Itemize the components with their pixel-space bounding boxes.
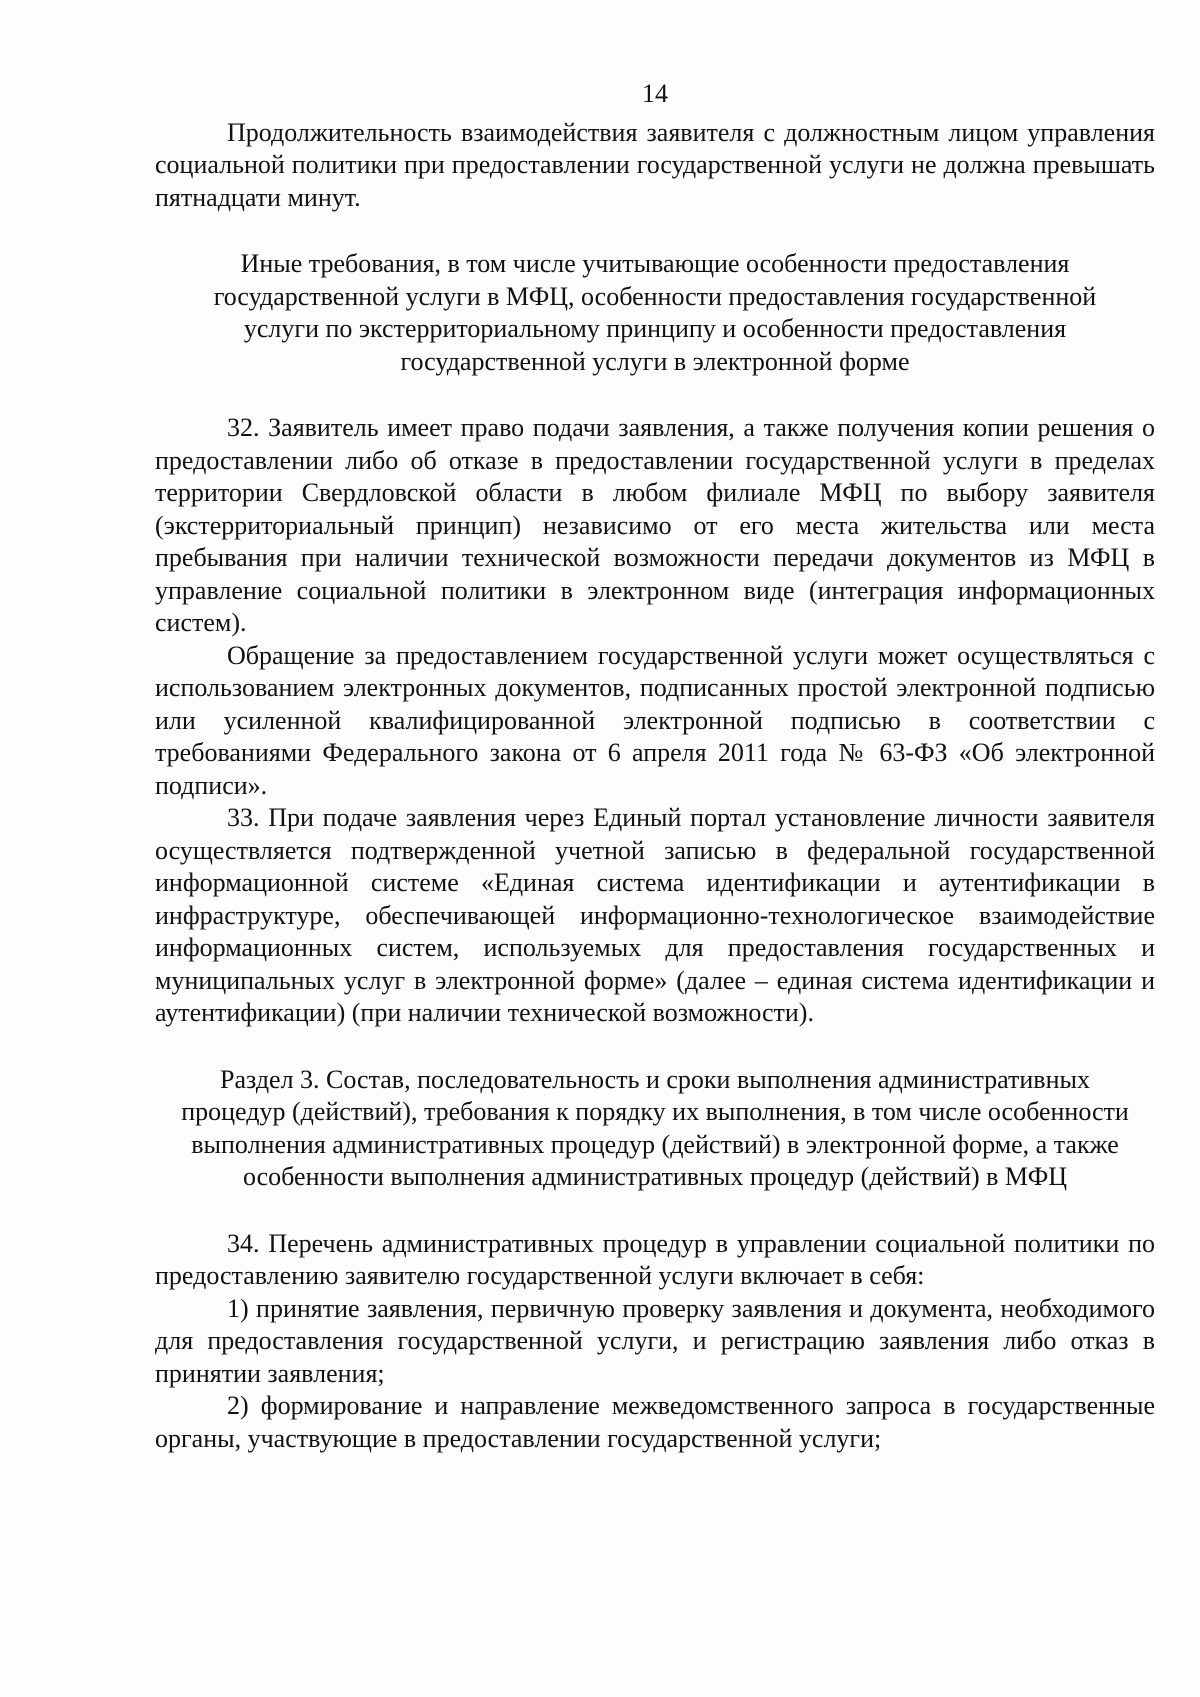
page-content <box>155 78 1155 1455</box>
paragraph-32: 32. Заявитель имеет право подачи заявления, а также получения копии решения о предоставлении либо об отказе в предоставлении государственной услуги в пределах территории Свердловской области в любом филиале МФЦ по выбору заявителя (экстерриториальный принцип) независимо от его места жительства или места пребывания при наличии технической возможности передачи документов из МФЦ в управление социальной политики в электронном виде (интеграция информационных систем). <box>155 413 1155 637</box>
paragraph-33: 33. При подаче заявления через Единый портал установление личности заявителя осуществляется подтвержденной учетной записью в федеральной государственной информационной системе «Единая система идентификации и аутентификации в инфраструктуре, обеспечивающей информационно-технологическое взаимодействие информационных систем, используемых для предоставления государственных и муниципальных услуг в электронной форме» (далее – единая система идентификации и аутентификации) (при наличии технической возможности). <box>155 803 1155 1027</box>
paragraph-duration: Продолжительность взаимодействия заявителя с должностным лицом управления социальной политики при предоставлении государственной услуги не должна превышать пятнадцати минут. <box>155 117 1155 212</box>
paragraph-34-item-2: 2) формирование и направление межведомственного запроса в государственные органы, участвующие в предоставлении государственной услуги; <box>155 1391 1155 1453</box>
heading-section-3: Раздел 3. Состав, последовательность и сроки выполнения административных процедур (действий), требования к порядку их выполнения, в том числе особенности выполнения административных процедур (действий) в электронной форме, а также особенности выполнения административных процедур (действий) в МФЦ <box>181 1064 1129 1191</box>
page-number: 14 <box>642 79 668 108</box>
paragraph-34-item-1: 1) принятие заявления, первичную проверку заявления и документа, необходимого для предоставления государственной услуги, и регистрацию заявления либо отказ в принятии заявления; <box>155 1293 1155 1388</box>
paragraph-34: 34. Перечень административных процедур в управлении социальной политики по предоставлению заявителю государственной услуги включает в себя: <box>155 1228 1155 1290</box>
paragraph-32-electronic-documents: Обращение за предоставлением государственной услуги может осуществляться с использованием электронных документов, подписанных простой электронной подписью или усиленной квалифицированной электронной подписью в соответствии с требованиями Федерального закона от 6 апреля 2011 года № 63-ФЗ «Об электронной подписи». <box>155 640 1155 800</box>
heading-other-requirements: Иные требования, в том числе учитывающие особенности предоставления государственной услуги в МФЦ, особенности предоставления государственной услуги по экстерриториальному принципу и особенности предоставления государственной услуги в электронной форме <box>213 249 1097 376</box>
